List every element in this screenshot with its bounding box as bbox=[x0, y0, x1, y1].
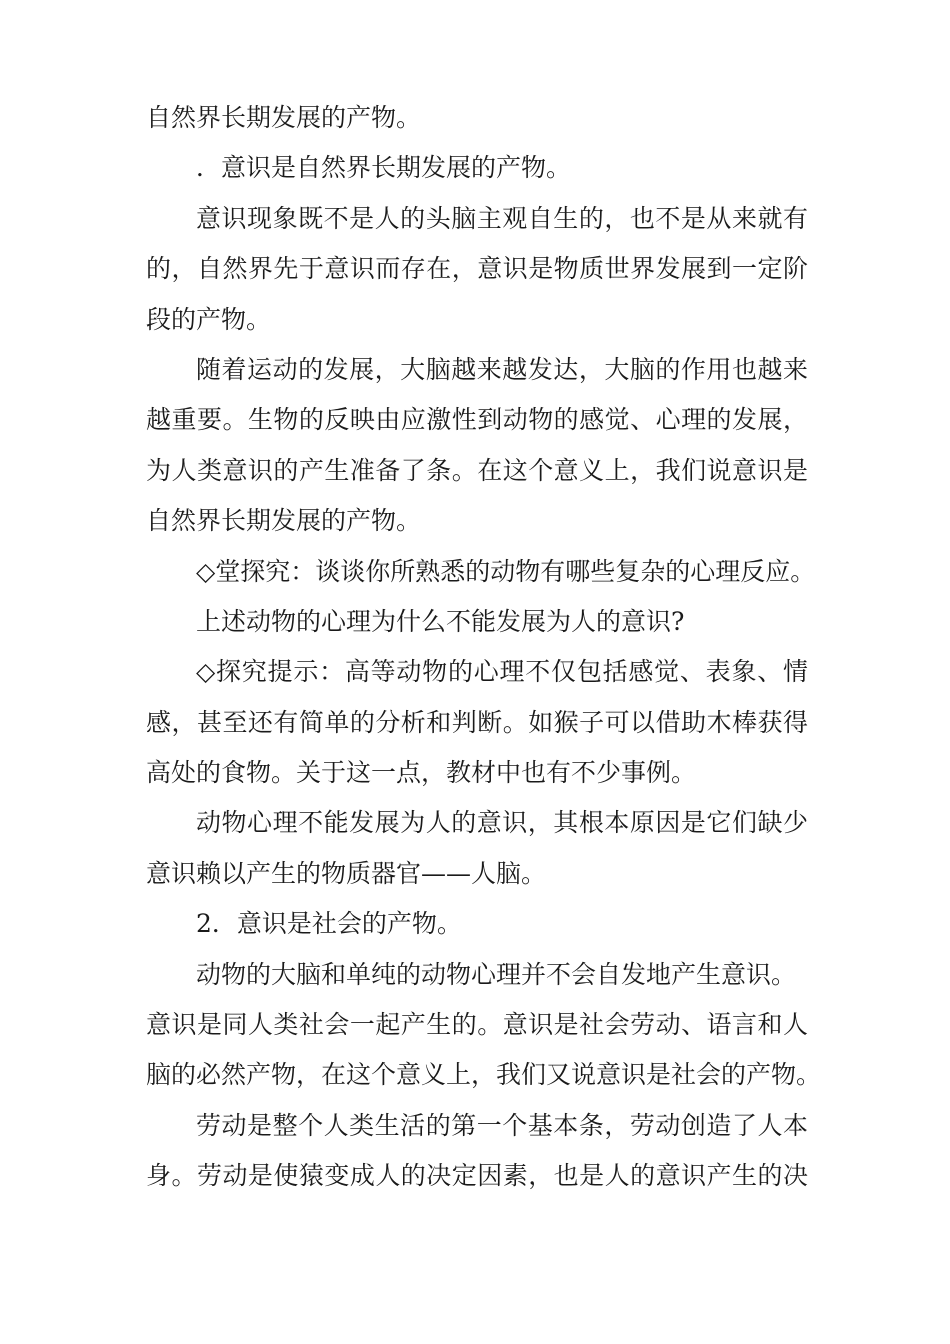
text-line: 随着运动的发展，大脑越来越发达，大脑的作用也越来 bbox=[196, 354, 808, 384]
text-line: 意识赖以产生的物质器官——人脑。 bbox=[146, 858, 547, 888]
text-line: 意识是同人类社会一起产生的。意识是社会劳动、语言和人 bbox=[146, 1010, 808, 1040]
section-heading: 2．意识是社会的产物。 bbox=[196, 909, 462, 939]
section-heading: ．意识是自然界长期发展的产物。 bbox=[196, 153, 572, 183]
exploration-question: ◇堂探究：谈谈你所熟悉的动物有哪些复杂的心理反应。 bbox=[196, 556, 816, 586]
text-line: 自然界长期发展的产物。 bbox=[146, 506, 422, 536]
text-line: 动物心理不能发展为人的意识，其根本原因是它们缺少 bbox=[196, 808, 808, 838]
text-line: 脑的必然产物，在这个意义上，我们又说意识是社会的产物。 bbox=[146, 1060, 822, 1090]
text-line: 意识现象既不是人的头脑主观自生的，也不是从来就有 bbox=[196, 203, 808, 233]
text-line: 的，自然界先于意识而存在，意识是物质世界发展到一定阶 bbox=[146, 254, 808, 284]
text-line: 劳动是整个人类生活的第一个基本条，劳动创造了人本 bbox=[196, 1110, 808, 1140]
text-line: 自然界长期发展的产物。 bbox=[146, 103, 422, 132]
document-body bbox=[146, 93, 822, 1202]
text-line: 为人类意识的产生准备了条。在这个意义上，我们说意识是 bbox=[146, 455, 808, 485]
text-line: 段的产物。 bbox=[146, 304, 272, 334]
text-line: 感，甚至还有简单的分析和判断。如猴子可以借助木棒获得 bbox=[146, 707, 808, 737]
text-line: 动物的大脑和单纯的动物心理并不会自发地产生意识。 bbox=[196, 959, 797, 989]
text-line: 越重要。生物的反映由应激性到动物的感觉、心理的发展， bbox=[146, 405, 808, 435]
text-line: 高处的食物。关于这一点，教材中也有不少事例。 bbox=[146, 758, 697, 788]
text-line: 身。劳动是使猿变成人的决定因素，也是人的意识产生的决 bbox=[146, 1161, 808, 1191]
exploration-question: 上述动物的心理为什么不能发展为人的意识? bbox=[196, 606, 685, 636]
exploration-hint: ◇探究提示：高等动物的心理不仅包括感觉、表象、情 bbox=[196, 657, 808, 687]
